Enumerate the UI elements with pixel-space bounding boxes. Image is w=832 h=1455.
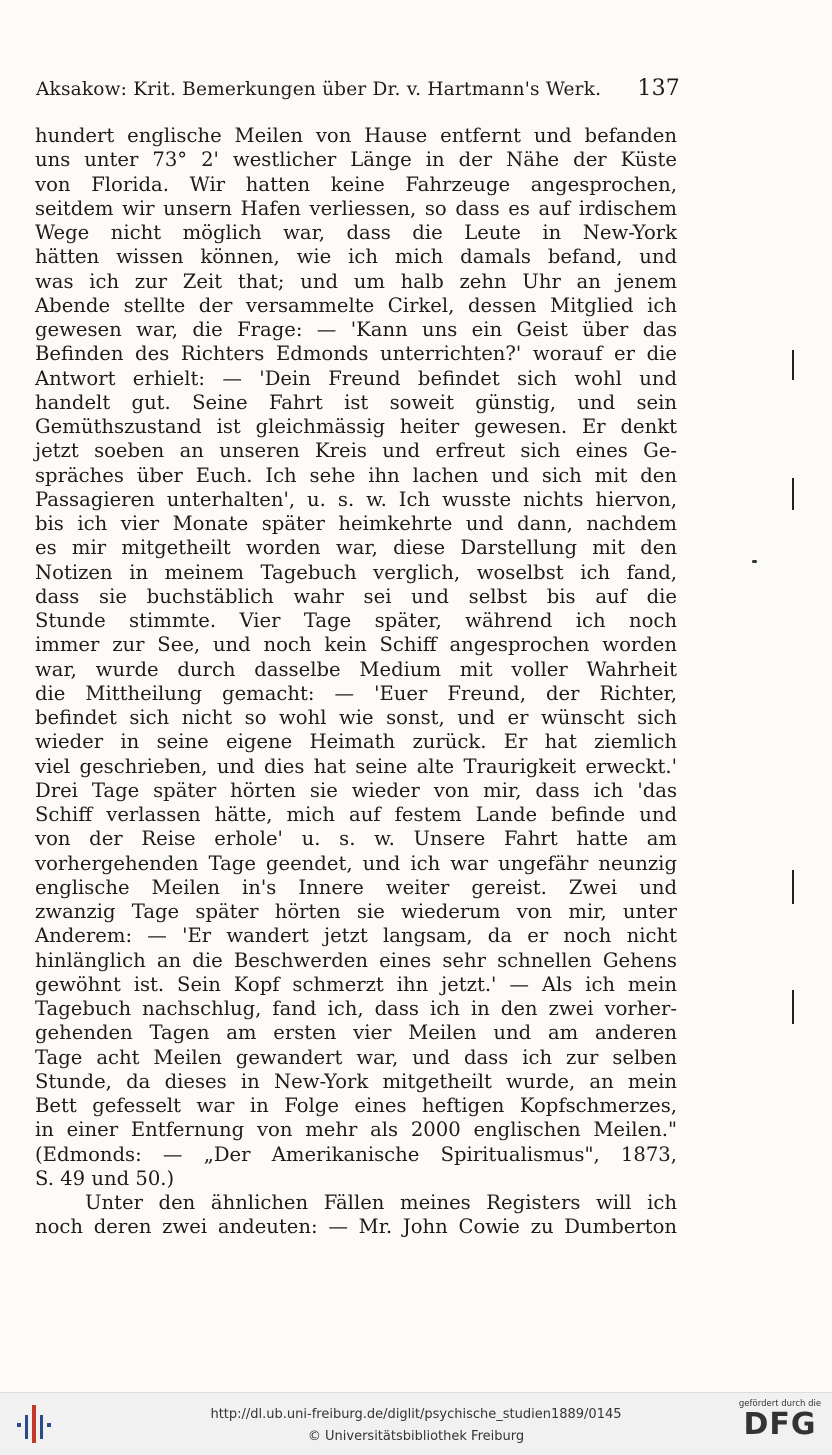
- text-line: seitdem wir unsern Hafen verliessen, so dass es auf irdischem: [35, 196, 677, 220]
- text-line: bis ich vier Monate später heimkehrte und dann, nachdem: [35, 512, 677, 535]
- copyright-notice: © Universitätsbibliothek Freiburg: [307, 1429, 525, 1444]
- text-line: jetzt soeben an unseren Kreis und erfreut sich eines Ge-: [35, 439, 677, 463]
- text-line: Stunde stimmte. Vier Tage später, während ich noch: [35, 609, 677, 632]
- text-line: Tage acht Meilen gewandert war, und dass ich zur selben: [35, 1045, 677, 1069]
- margin-mark: [752, 560, 757, 563]
- dfg-logo: [734, 1399, 826, 1449]
- text-line: immer zur See, und noch kein Schiff angesprochen worden: [35, 633, 677, 657]
- dfg-caption: gefördert durch die: [738, 1399, 822, 1409]
- text-line: Abende stellte der versammelte Cirkel, dessen Mitglied ich: [35, 293, 677, 317]
- text-line: spräches über Euch. Ich sehe ihn lachen und sich mit den: [35, 463, 677, 487]
- running-header: [36, 76, 680, 106]
- margin-mark: [792, 990, 794, 1024]
- text-line: S. 49 und 50.): [35, 1166, 175, 1190]
- text-line: von Florida. Wir hatten keine Fahrzeuge angesprochen,: [35, 172, 677, 196]
- running-title: Aksakow: Krit. Bemerkungen über Dr. v. Hartmann's Werk.: [36, 79, 602, 100]
- text-line: uns unter 73° 2' westlicher Länge in der Nähe der Küste: [35, 148, 677, 172]
- text-line: Anderem: — 'Er wandert jetzt langsam, da er noch nicht: [35, 924, 677, 948]
- text-line: gewesen war, die Frage: — 'Kann uns ein Geist über das: [35, 318, 677, 341]
- text-line: viel geschrieben, und dies hat seine alte Traurigkeit erweckt.': [35, 754, 677, 778]
- text-line: die Mittheilung gemacht: — 'Euer Freund, der Richter,: [35, 681, 677, 705]
- text-line: englische Meilen in's Innere weiter gereist. Zwei und: [35, 875, 677, 899]
- text-line: Tagebuch nachschlug, fand ich, dass ich in den zwei vorher-: [35, 997, 677, 1020]
- page-number: 137: [637, 76, 680, 101]
- text-line: vorhergehenden Tage geendet, und ich war ungefähr neunzig: [35, 851, 677, 875]
- text-line: was ich zur Zeit that; und um halb zehn Uhr an jenem: [35, 269, 677, 293]
- text-line: Bett gefesselt war in Folge eines heftigen Kopfschmerzes,: [35, 1094, 677, 1117]
- text-line: (Edmonds: — „Der Amerikanische Spiritualismus", 1873,: [35, 1142, 677, 1166]
- text-line: gewöhnt ist. Sein Kopf schmerzt ihn jetzt.' — Als ich mein: [35, 972, 677, 996]
- text-line: Befinden des Richters Edmonds unterrichten?' worauf er die: [35, 342, 677, 366]
- text-line: hinlänglich an die Beschwerden eines sehr schnellen Gehens: [35, 948, 677, 972]
- text-line: hundert englische Meilen von Hause entfernt und befanden: [35, 124, 677, 147]
- margin-mark: [792, 350, 794, 380]
- text-line: es mir mitgetheilt worden war, diese Darstellung mit den: [35, 536, 677, 560]
- text-line: Wege nicht möglich war, dass die Leute in New-York: [35, 221, 677, 244]
- body-text: [35, 124, 677, 1240]
- text-line: Antwort erhielt: — 'Dein Freund befindet sich wohl und: [35, 366, 677, 390]
- margin-mark: [792, 870, 794, 904]
- text-line: Schiff verlassen hätte, mich auf festem Lande befinde und: [35, 803, 677, 826]
- text-line: Gemüthszustand ist gleichmässig heiter gewesen. Er denkt: [35, 415, 677, 438]
- viewer-footer: [0, 1392, 832, 1455]
- text-line: zwanzig Tage später hörten sie wiederum von mir, unter: [35, 900, 677, 923]
- text-line: gehenden Tagen am ersten vier Meilen und am anderen: [35, 1021, 677, 1045]
- text-line: Drei Tage später hörten sie wieder von mir, dass ich 'das: [35, 778, 677, 802]
- text-line: dass sie buchstäblich wahr sei und selbst bis auf die: [35, 584, 677, 608]
- dfg-wordmark: DFG: [743, 1407, 817, 1442]
- text-line: hätten wissen können, wie ich mich damals befand, und: [35, 245, 677, 269]
- text-line: in einer Entfernung von mehr als 2000 englischen Meilen.": [35, 1118, 677, 1142]
- text-line: befindet sich nicht so wohl wie sonst, und er wünscht sich: [35, 706, 677, 729]
- text-line: Passagieren unterhalten', u. s. w. Ich wusste nichts hiervon,: [35, 487, 677, 511]
- permalink-url[interactable]: http://dl.ub.uni-freiburg.de/diglit/psychische_studien1889/0145: [210, 1407, 622, 1422]
- text-line: Unter den ähnlichen Fällen meines Registers will ich: [85, 1191, 677, 1214]
- text-line: Notizen in meinem Tagebuch verglich, woselbst ich fand,: [35, 560, 677, 584]
- text-line: noch deren zwei andeuten: — Mr. John Cowie zu Dumberton: [35, 1215, 677, 1239]
- text-line: Stunde, da dieses in New-York mitgetheilt wurde, an mein: [35, 1069, 677, 1093]
- margin-mark: [792, 478, 794, 510]
- text-line: wieder in seine eigene Heimath zurück. Er hat ziemlich: [35, 730, 677, 754]
- text-line: war, wurde durch dasselbe Medium mit voller Wahrheit: [35, 657, 677, 681]
- text-line: handelt gut. Seine Fahrt ist soweit günstig, und sein: [35, 390, 677, 414]
- text-line: von der Reise erhole' u. s. w. Unsere Fahrt hatte am: [35, 827, 677, 851]
